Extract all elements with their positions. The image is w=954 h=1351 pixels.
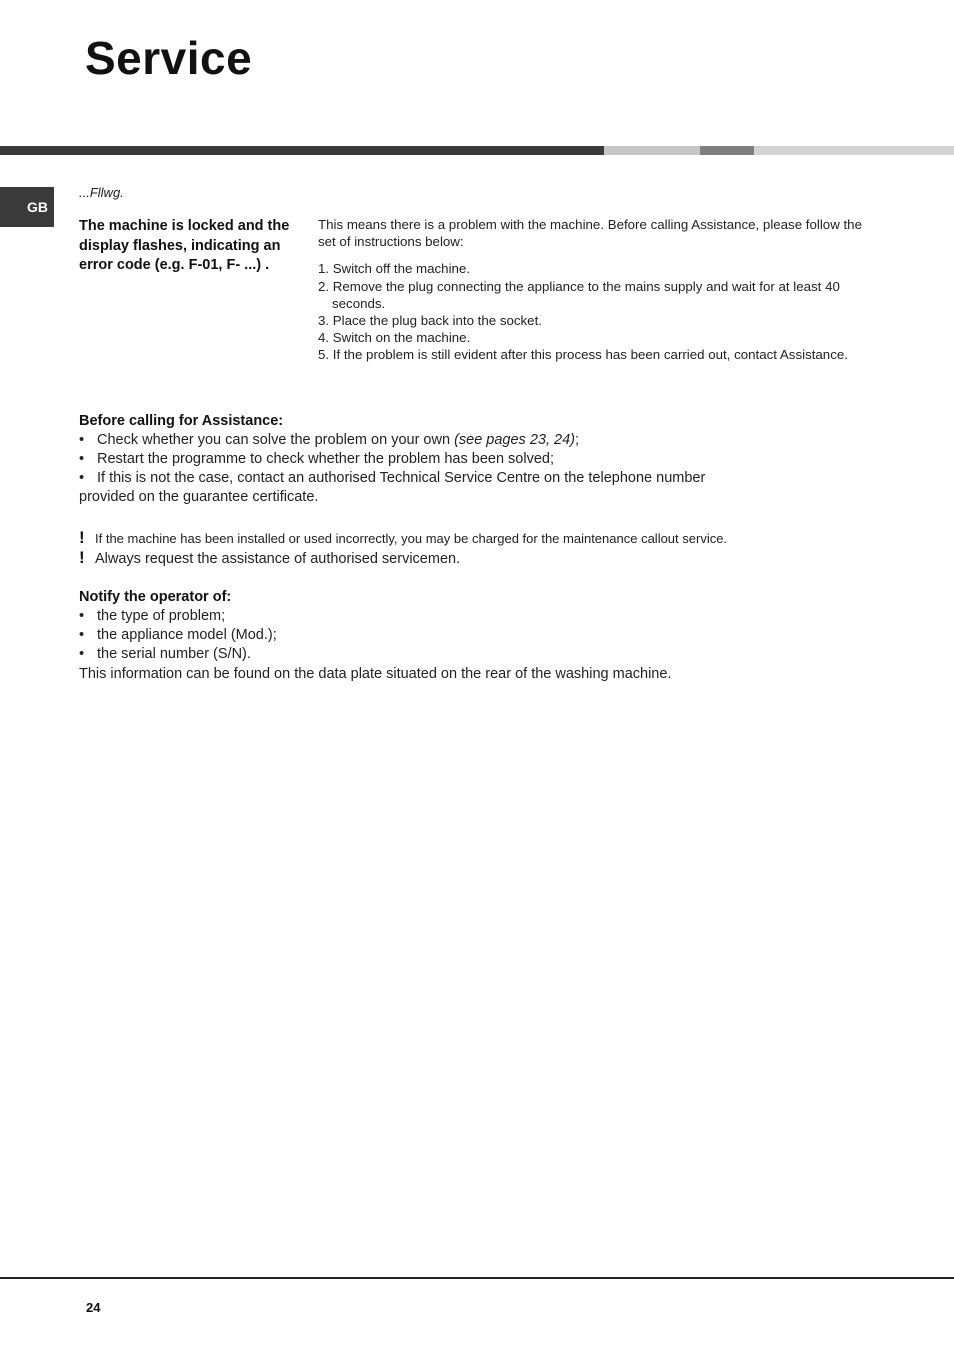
warning-item [79,548,779,569]
solution-step: 2. Remove the plug connecting the appliance to the mains supply and wait for at least 40 seconds. [318,278,840,311]
solution-block [318,216,878,364]
bullet-icon: • [79,646,85,662]
header-bar-dark-segment [0,146,604,155]
warning-icon: ! [79,528,85,547]
page-number: 24 [86,1300,101,1315]
before-calling-heading: Before calling for Assistance: [79,413,284,429]
notify-item [79,626,779,645]
bullet-icon: • [79,432,85,448]
notify-footer-text: This information can be found on the data plate situated on the rear of the washing machine. [79,666,672,682]
solution-step: 3. Place the plug back into the socket. [318,313,542,329]
warning-text: Always request the assistance of authorised servicemen. [95,551,461,567]
notify-section [79,588,779,684]
notify-item-text: the type of problem; [97,608,226,624]
solution-step: 5. If the problem is still evident after this process has been carried out, contact Assistance. [318,347,848,363]
header-bar-light-segment-end [754,146,954,155]
solution-step: 4. Switch on the machine. [318,330,471,346]
notify-item-text: the appliance model (Mod.); [97,627,277,643]
solution-step: 1. Switch off the machine. [318,261,471,277]
notify-item [79,607,779,626]
warning-item [79,528,779,548]
before-calling-item [79,431,779,450]
notify-item [79,645,779,664]
warning-icon: ! [79,548,85,567]
warnings-section [79,528,779,569]
page-title: Service [85,32,253,84]
notify-item-text: the serial number (S/N). [97,646,251,662]
before-calling-item [79,450,779,469]
header-bar-light-segment [604,146,700,155]
notify-heading: Notify the operator of: [79,589,232,605]
bullet-icon: • [79,451,85,467]
before-calling-item-text: Check whether you can solve the problem on your own [97,432,455,448]
solution-intro: This means there is a problem with the machine. Before calling Assistance, please follow the set of instructions below: [318,217,862,250]
punctuation: ; [574,432,580,448]
before-calling-item-text: Restart the programme to check whether the problem has been solved; [97,451,554,467]
before-calling-section [79,412,779,507]
continued-label: ...Fllwg. [79,185,124,200]
header-bar-mid-segment [700,146,754,155]
warning-text: If the machine has been installed or used incorrectly, you may be charged for the maintenance callout service. [95,531,728,546]
footer-divider [0,1277,954,1279]
solution-steps [318,260,878,363]
before-calling-item [79,469,759,507]
problem-description: The machine is locked and the display flashes, indicating an error code (e.g. F-01, F- ...) . [79,218,290,273]
page-reference: (see pages 23, 24) [454,432,575,448]
bullet-icon: • [79,470,85,486]
bullet-icon: • [79,627,85,643]
bullet-icon: • [79,608,85,624]
language-tab: GB [0,187,54,227]
before-calling-item-text: If this is not the case, contact an authorised Technical Service Centre on the telephone number provided on the guarantee certificate. [79,470,706,505]
